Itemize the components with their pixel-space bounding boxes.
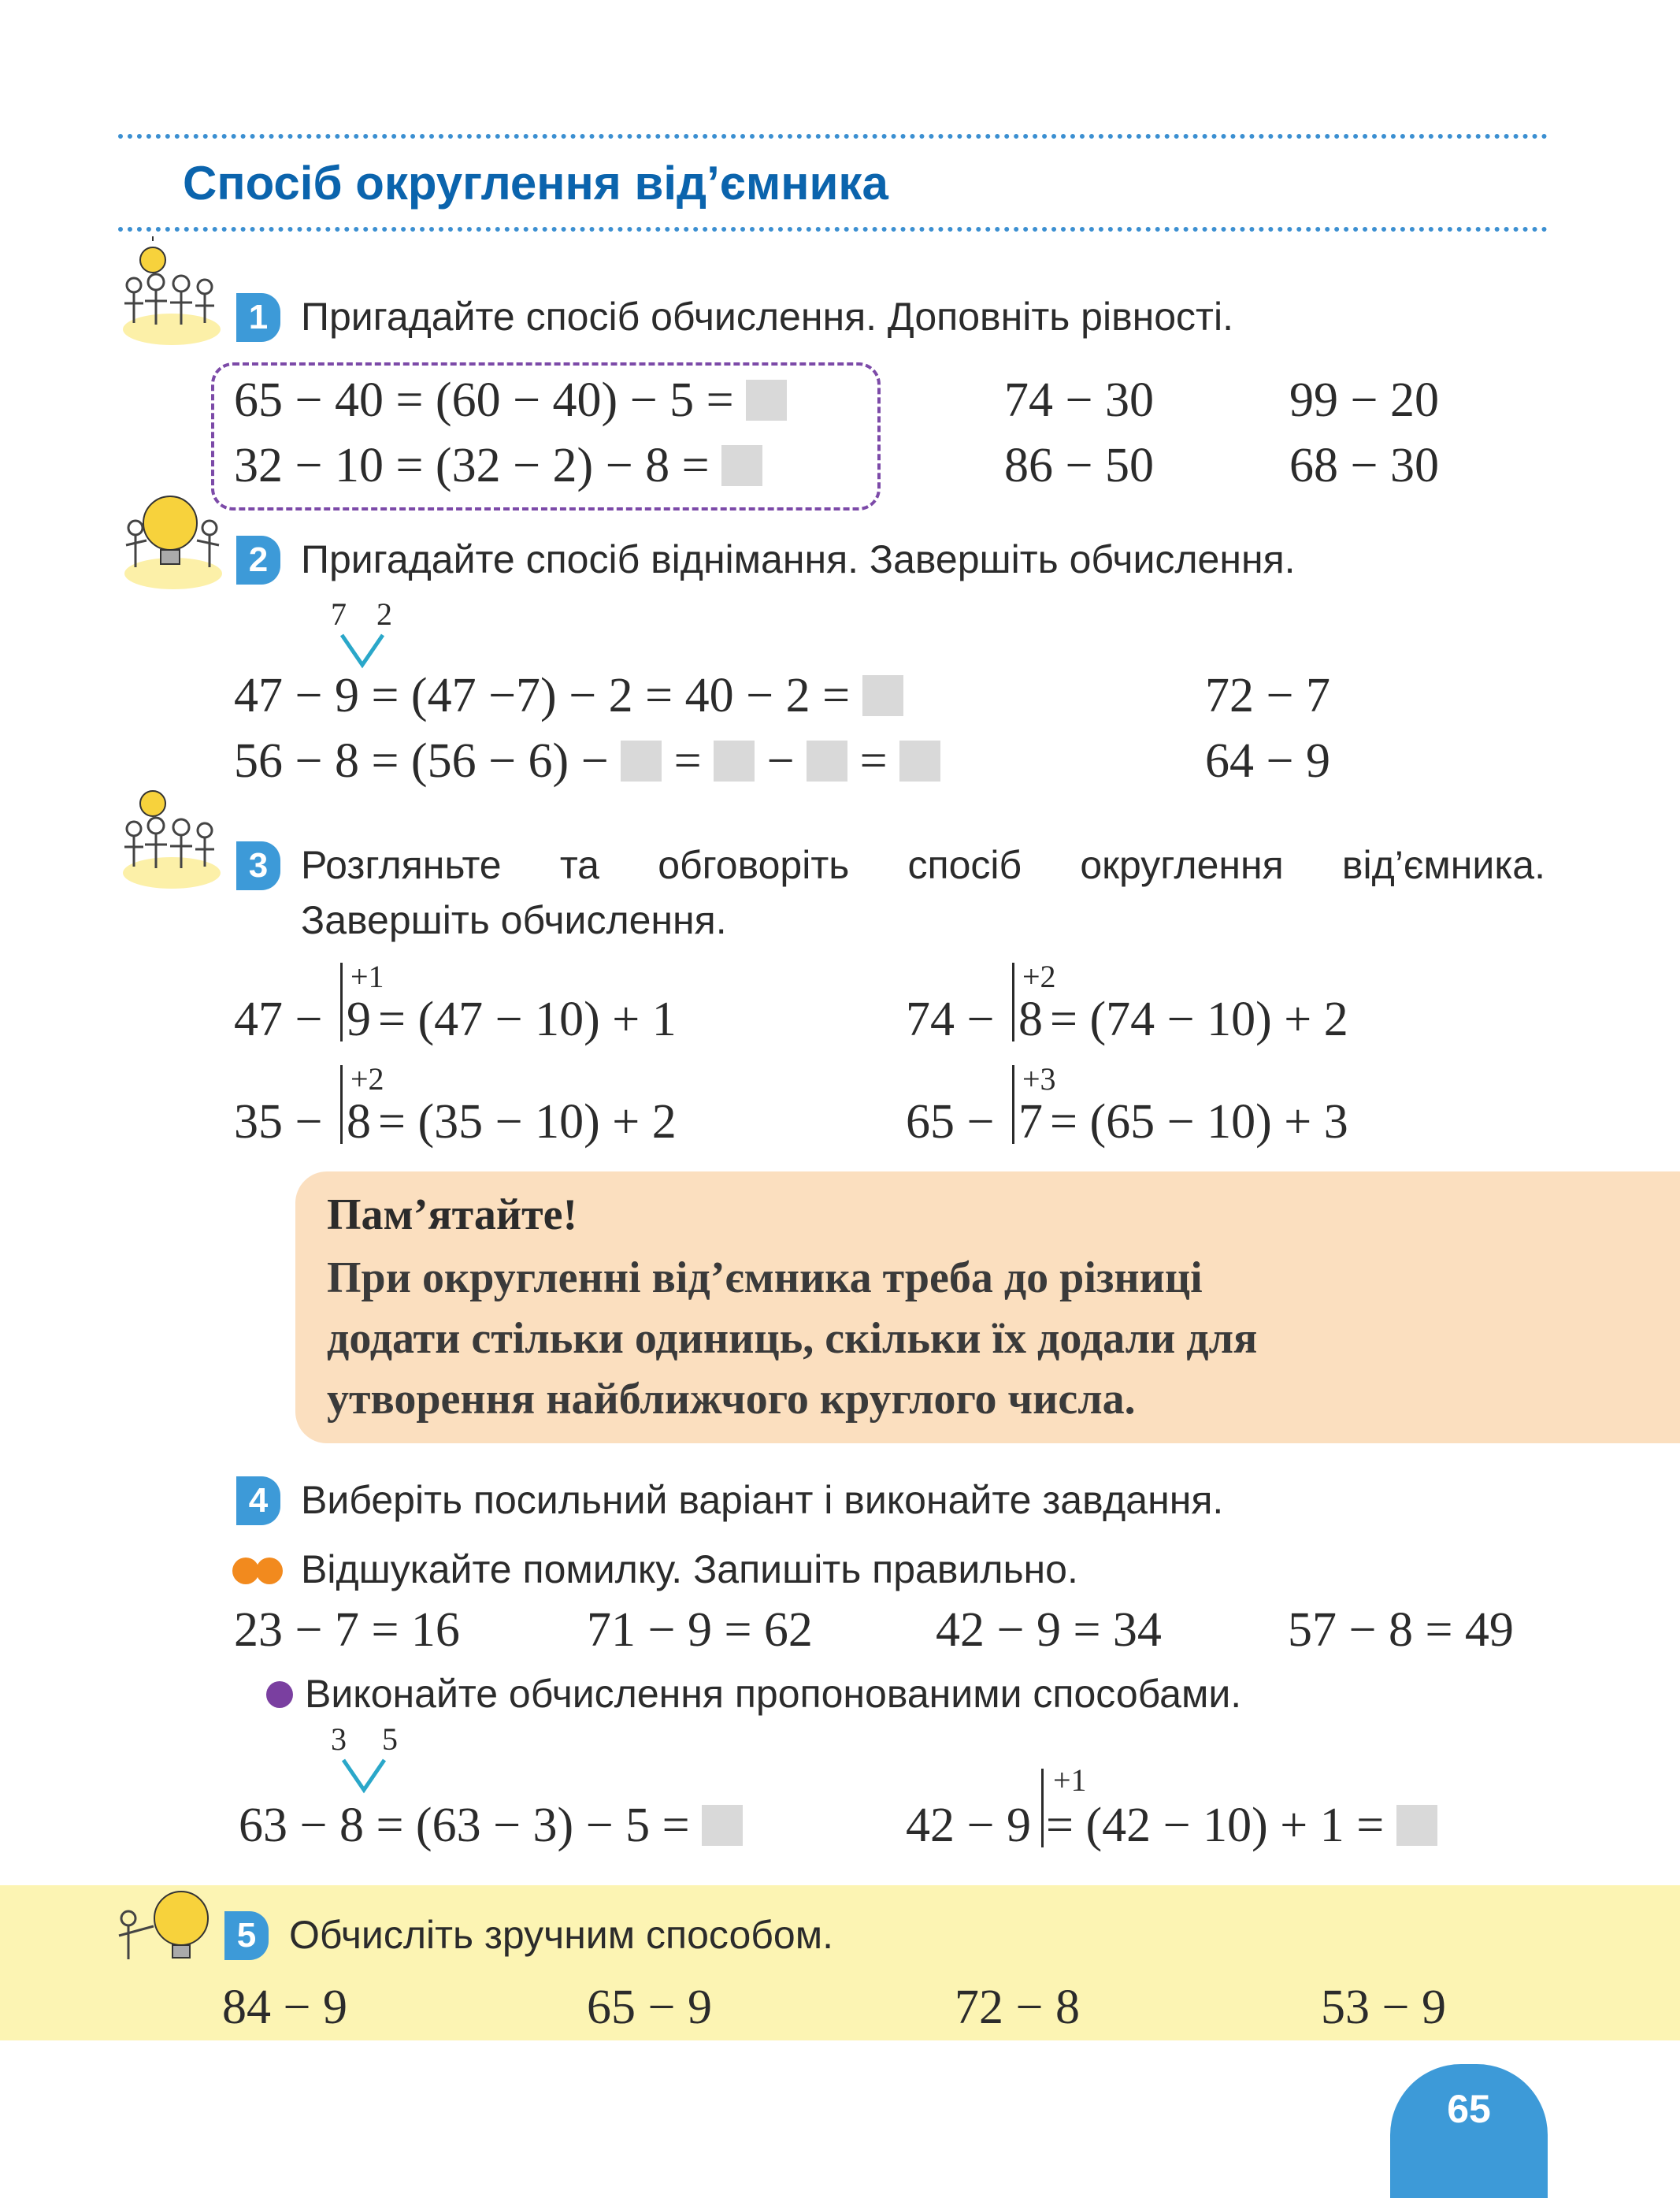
rounding-bar bbox=[340, 1065, 343, 1144]
answer-box[interactable] bbox=[702, 1805, 743, 1846]
task-1-example-2 bbox=[234, 441, 762, 490]
pair-bulb-icon bbox=[118, 488, 228, 591]
task-5-number-badge: 5 bbox=[224, 1911, 269, 1960]
rounding-addend: +3 bbox=[1022, 1061, 1056, 1097]
page-number: 65 bbox=[1447, 2087, 1491, 2131]
person-bulb-icon bbox=[106, 1887, 217, 1966]
answer-box[interactable] bbox=[1396, 1805, 1437, 1846]
task-3-subtrahend: 8 bbox=[347, 1095, 371, 1149]
task-5-exercise: 65 − 9 bbox=[587, 1981, 712, 2034]
variant-a-dot-icon bbox=[256, 1558, 283, 1584]
equals-sign: = bbox=[859, 734, 888, 788]
variant-a-dot-icon bbox=[232, 1558, 259, 1584]
answer-box[interactable] bbox=[714, 741, 755, 782]
task-2-example-1 bbox=[234, 671, 903, 720]
answer-box[interactable] bbox=[721, 445, 762, 486]
task-3-instruction-line-2: Завершіть обчислення. bbox=[301, 898, 727, 942]
task-1-number-badge: 1 bbox=[236, 293, 280, 342]
task-1-exercise: 68 − 30 bbox=[1289, 439, 1439, 492]
task-4-instruction: Виберіть посильний варіант і виконайте завдання. bbox=[301, 1478, 1224, 1522]
task-4-variant-a: Відшукайте помилку. Запишіть правильно. bbox=[301, 1547, 1078, 1591]
dotted-rule-bottom bbox=[118, 227, 1548, 232]
remember-text-line: утворення найближчого круглого числа. bbox=[327, 1375, 1136, 1424]
task-1-exercise: 74 − 30 bbox=[1004, 373, 1154, 427]
task-4-method-2 bbox=[1046, 1801, 1437, 1850]
task-2-exercise: 72 − 7 bbox=[1205, 669, 1330, 722]
task-3-minuend: 65 − bbox=[906, 1095, 995, 1149]
task-2-exercise: 64 − 9 bbox=[1205, 734, 1330, 788]
variant-b-dot-icon bbox=[266, 1681, 293, 1708]
task-5-instruction: Обчисліть зручним способом. bbox=[289, 1913, 833, 1957]
task-5-exercise: 72 − 8 bbox=[955, 1981, 1080, 2034]
task-3-expansion: = (74 − 10) + 2 bbox=[1050, 993, 1348, 1046]
answer-box[interactable] bbox=[899, 741, 940, 782]
remember-text-line: При округленні від’ємника треба до різниці bbox=[327, 1253, 1203, 1302]
task-2-instruction: Пригадайте спосіб віднімання. Завершіть обчислення. bbox=[301, 537, 1296, 581]
rounding-bar bbox=[1041, 1769, 1044, 1847]
split-left-digit: 3 bbox=[331, 1721, 347, 1757]
task-1-instruction: Пригадайте спосіб обчислення. Доповніть рівності. bbox=[301, 295, 1233, 339]
remember-text-line: додати стільки одиниць, скільки їх додали для bbox=[327, 1314, 1258, 1363]
split-tick-icon bbox=[339, 1755, 389, 1795]
rounding-bar bbox=[1012, 1065, 1014, 1144]
task-3-expansion: = (65 − 10) + 3 bbox=[1050, 1095, 1348, 1149]
task-4-variant-b: Виконайте обчислення пропонованими способами. bbox=[305, 1672, 1242, 1716]
task-1-example-1 bbox=[234, 373, 787, 427]
rounding-bar bbox=[340, 963, 343, 1041]
task-3-instruction-line-1: Розгляньте та обговоріть спосіб округлення від’ємника. bbox=[301, 843, 1545, 887]
task-3-minuend: 74 − bbox=[906, 993, 995, 1046]
task-4-error-equation: 23 − 7 = 16 bbox=[234, 1603, 460, 1657]
split-right-digit: 5 bbox=[382, 1721, 398, 1757]
split-left-digit: 7 bbox=[331, 596, 347, 632]
group-bulb-icon bbox=[117, 780, 227, 890]
task-3-number-badge: 3 bbox=[236, 841, 280, 890]
task-4-error-equation: 57 − 8 = 49 bbox=[1288, 1603, 1514, 1657]
task-4-error-equation: 71 − 9 = 62 bbox=[587, 1603, 813, 1657]
task-1-example-2-text: 32 − 10 = (32 − 2) − 8 = bbox=[234, 439, 710, 492]
split-right-digit: 2 bbox=[376, 596, 392, 632]
rounding-addend: +2 bbox=[1022, 959, 1056, 994]
answer-box[interactable] bbox=[862, 675, 903, 716]
group-bulb-icon bbox=[117, 236, 227, 347]
split-tick-icon bbox=[337, 630, 388, 670]
answer-box[interactable] bbox=[621, 741, 662, 782]
task-1-exercise: 86 − 50 bbox=[1004, 439, 1154, 492]
task-3-subtrahend: 7 bbox=[1018, 1095, 1043, 1149]
task-3-subtrahend: 9 bbox=[347, 993, 371, 1046]
task-2-number-badge: 2 bbox=[236, 536, 280, 585]
task-2-example-2 bbox=[234, 734, 940, 788]
rounding-addend: +1 bbox=[350, 959, 384, 994]
answer-box[interactable] bbox=[807, 741, 847, 782]
page-title: Спосіб округлення від’ємника bbox=[183, 157, 888, 210]
task-3-minuend: 35 − bbox=[234, 1095, 323, 1149]
task-3-expansion: = (35 − 10) + 2 bbox=[378, 1095, 677, 1149]
task-1-exercise: 99 − 20 bbox=[1289, 373, 1439, 427]
task-4-method-2-minuend: 42 − 9 bbox=[906, 1799, 1031, 1852]
task-5-exercise: 53 − 9 bbox=[1321, 1981, 1446, 2034]
rounding-addend: +1 bbox=[1053, 1762, 1087, 1798]
task-4-method-1 bbox=[239, 1801, 743, 1850]
task-3-subtrahend: 8 bbox=[1018, 993, 1043, 1046]
dotted-rule-top bbox=[118, 134, 1548, 139]
minus-sign: − bbox=[766, 734, 795, 788]
task-1-example-1-text: 65 − 40 = (60 − 40) − 5 = bbox=[234, 373, 734, 427]
rounding-addend: +2 bbox=[350, 1061, 384, 1097]
task-3-minuend: 47 − bbox=[234, 993, 323, 1046]
task-4-method-2-text: = (42 − 10) + 1 = bbox=[1046, 1799, 1385, 1852]
answer-box[interactable] bbox=[746, 380, 787, 421]
remember-heading: Пам’ятайте! bbox=[327, 1190, 578, 1239]
task-4-method-1-text: 63 − 8 = (63 − 3) − 5 = bbox=[239, 1799, 690, 1852]
task-3-expansion: = (47 − 10) + 1 bbox=[378, 993, 677, 1046]
task-2-example-1-text: 47 − 9 = (47 −7) − 2 = 40 − 2 = bbox=[234, 669, 851, 722]
equals-sign: = bbox=[673, 734, 702, 788]
task-5-exercise: 84 − 9 bbox=[222, 1981, 347, 2034]
task-4-error-equation: 42 − 9 = 34 bbox=[936, 1603, 1162, 1657]
task-2-example-2-text: 56 − 8 = (56 − 6) − bbox=[234, 734, 609, 788]
rounding-bar bbox=[1012, 963, 1014, 1041]
task-4-number-badge: 4 bbox=[236, 1476, 280, 1525]
